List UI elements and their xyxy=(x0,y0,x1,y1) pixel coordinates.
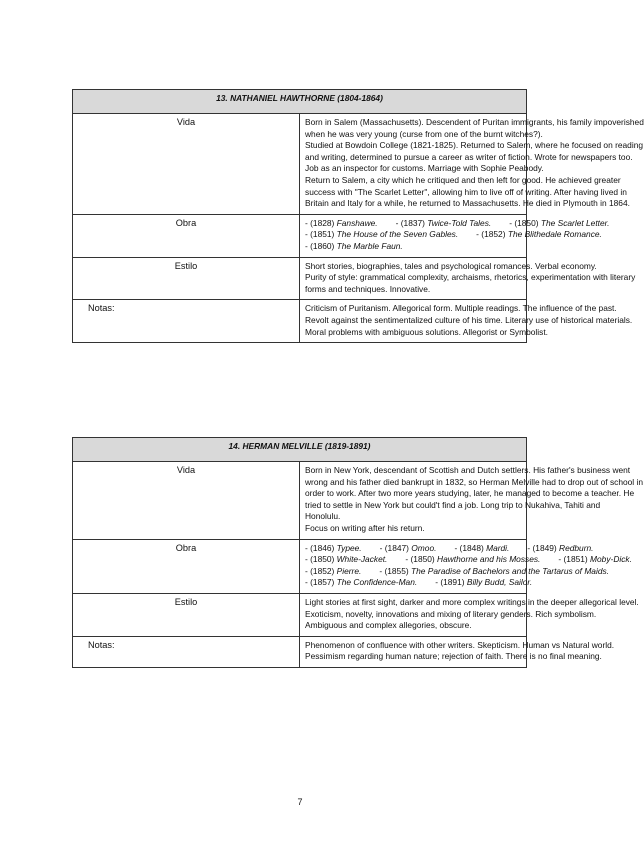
vida-line: Honolulu. xyxy=(305,511,341,522)
estilo-label: Estilo xyxy=(73,257,300,300)
work-year: - (1855) xyxy=(379,565,409,576)
vida-content xyxy=(300,114,644,215)
work-title: Fanshawe. xyxy=(336,217,378,228)
work-title: Mardi. xyxy=(486,542,510,553)
estilo-line: Exoticism, novelty, innovations and mixing of literary genders. Rich symbolism. xyxy=(305,608,597,619)
work-item xyxy=(305,577,417,587)
work-item xyxy=(305,554,387,564)
work-year: - (1837) xyxy=(395,217,425,228)
work-title: The Paradise of Bachelors and the Tartarus of Maids. xyxy=(410,565,609,576)
notas-label: Notas: xyxy=(73,636,300,667)
work-year: - (1848) xyxy=(454,542,484,553)
vida-line: Born in Salem (Massachusetts). Descendent of Puritan immigrants, his family impoverished xyxy=(305,117,644,127)
work-year: - (1852) xyxy=(305,565,335,576)
section-vida xyxy=(73,114,527,215)
section-notas xyxy=(73,636,527,667)
notas-content xyxy=(300,300,633,343)
estilo-content xyxy=(300,593,639,636)
vida-line: Born in New York, descendant of Scottish and Dutch settlers. His father's business went xyxy=(305,465,631,475)
work-year: - (1846) xyxy=(305,542,335,553)
work-item xyxy=(305,543,362,553)
work-title: Typee. xyxy=(336,542,362,553)
work-title: Omoo. xyxy=(411,542,437,553)
obra-content xyxy=(300,539,632,593)
work-year: - (1828) xyxy=(305,217,335,228)
notas-label: Notas: xyxy=(73,300,300,343)
work-year: - (1850) xyxy=(305,554,335,565)
work-title: The Scarlet Letter. xyxy=(540,217,610,228)
notas-line: Moral problems with ambiguous solutions. Allegorist or Symbolist. xyxy=(305,326,548,337)
vida-line: Job as an inspector for customs. Marriage with Sophie Peabody. xyxy=(305,163,544,174)
work-year: - (1891) xyxy=(435,577,465,588)
section-vida xyxy=(73,462,527,540)
work-title: The Blithedale Romance. xyxy=(507,229,602,240)
vida-line: wrong and his father died bankrupt in 1832, so Herman Melville had to drop out of school in xyxy=(305,476,643,487)
work-year: - (1851) xyxy=(305,229,335,240)
work-item xyxy=(305,566,361,576)
work-title: The Confidence-Man. xyxy=(336,577,418,588)
vida-label: Vida xyxy=(73,462,300,540)
work-title: The Marble Faun. xyxy=(336,240,403,251)
work-title: The House of the Seven Gables. xyxy=(336,229,459,240)
vida-line: and writing, determined to pursue a career as writer of fiction. Wrote for newspapers too. xyxy=(305,151,633,162)
notas-line: Phenomenon of confluence with other writers. Skepticism. Human vs Natural world. xyxy=(305,639,615,650)
author-heading: 14. HERMAN MELVILLE (1819-1891) xyxy=(73,438,527,462)
work-item xyxy=(527,543,593,553)
work-title: Moby-Dick. xyxy=(590,554,632,565)
works-line xyxy=(305,577,533,589)
work-title: Pierre. xyxy=(336,565,362,576)
author-heading: 13. NATHANIEL HAWTHORNE (1804-1864) xyxy=(73,90,527,114)
work-item xyxy=(405,554,540,564)
estilo-line: Purity of style: grammatical complexity, archaisms, rhetorics, experimentation with literary xyxy=(305,272,636,283)
work-year: - (1857) xyxy=(305,577,335,588)
estilo-label: Estilo xyxy=(73,593,300,636)
estilo-line: Short stories, biographies, tales and psychological romances. Verbal economy. xyxy=(305,260,597,271)
section-estilo xyxy=(73,593,527,636)
notas-line: Criticism of Puritanism. Allegorical form. Multiple readings. The influence of the past. xyxy=(305,303,617,314)
work-year: - (1847) xyxy=(379,542,409,553)
notas-content xyxy=(300,636,615,667)
estilo-content xyxy=(300,257,636,300)
vida-line: order to work. After two more years studying, later, he managed to become a teacher. He xyxy=(305,488,635,499)
vida-content xyxy=(300,462,643,540)
work-item xyxy=(558,554,632,564)
author-card-hawthorne xyxy=(72,89,644,343)
work-year: - (1850) xyxy=(405,554,435,565)
obra-label: Obra xyxy=(73,539,300,593)
work-item xyxy=(379,566,609,576)
section-notas xyxy=(73,300,527,343)
vida-line: Britain and Italy for a while, he returned to Massachusetts. He died in Plymouth in 1864. xyxy=(305,198,630,209)
vida-label: Vida xyxy=(73,114,300,215)
notas-line: Pessimism regarding human nature; rejection of faith. There is no final meaning. xyxy=(305,651,602,662)
work-title: Hawthorne and his Mosses. xyxy=(437,554,541,565)
vida-line: Return to Salem, a city which he critiqued and then left for good. He achieved greater xyxy=(305,174,621,185)
section-estilo xyxy=(73,257,527,300)
works-line xyxy=(305,554,632,566)
estilo-line: forms and techniques. Innovative. xyxy=(305,283,431,294)
works-line xyxy=(305,565,609,578)
vida-line: Focus on writing after his return. xyxy=(305,522,425,533)
work-title: Redburn. xyxy=(559,542,594,553)
obra-label: Obra xyxy=(73,214,300,257)
works-line xyxy=(305,229,602,241)
work-item xyxy=(305,218,378,228)
work-year: - (1852) xyxy=(476,229,506,240)
page-number: 7 xyxy=(297,797,303,807)
vida-line: when he was very young (curse from one of the burnt witches?). xyxy=(305,128,543,139)
work-item xyxy=(454,543,509,553)
works-line xyxy=(305,241,521,253)
work-year: - (1850) xyxy=(509,217,539,228)
work-item xyxy=(396,218,492,228)
vida-line: tried to settle in New York but could't find a job. Long trip to Nukahiva, Tahiti and xyxy=(305,499,601,510)
works-line xyxy=(305,217,610,230)
work-item xyxy=(380,543,437,553)
obra-content xyxy=(300,214,610,257)
estilo-line: Light stories at first sight, darker and more complex writings in the deeper allegorical level. xyxy=(305,596,639,607)
estilo-line: Ambiguous and complex allegories, obscure. xyxy=(305,620,472,631)
work-title: Twice-Told Tales. xyxy=(427,217,492,228)
work-title: Billy Budd, Sailor. xyxy=(466,577,533,588)
work-year: - (1860) xyxy=(305,240,335,251)
work-item xyxy=(476,229,602,239)
section-obra xyxy=(73,539,527,593)
vida-line: Studied at Bowdoin College (1821-1825). Returned to Salem, where he focused on reading xyxy=(305,140,644,151)
work-title: White-Jacket. xyxy=(336,554,388,565)
work-year: - (1851) xyxy=(558,554,588,565)
work-year: - (1849) xyxy=(527,542,557,553)
work-item xyxy=(509,218,609,228)
works-line xyxy=(305,542,594,555)
vida-line: success with "The Scarlet Letter", allowing him to live off of writing. After having lived in xyxy=(305,186,627,197)
section-obra xyxy=(73,214,527,257)
work-item xyxy=(305,241,403,251)
author-card-melville xyxy=(72,437,643,668)
work-item xyxy=(305,229,458,239)
notas-line: Revolt against the sentimentalized culture of his time. Literary use of historical materials. xyxy=(305,314,633,325)
work-item xyxy=(435,577,532,587)
